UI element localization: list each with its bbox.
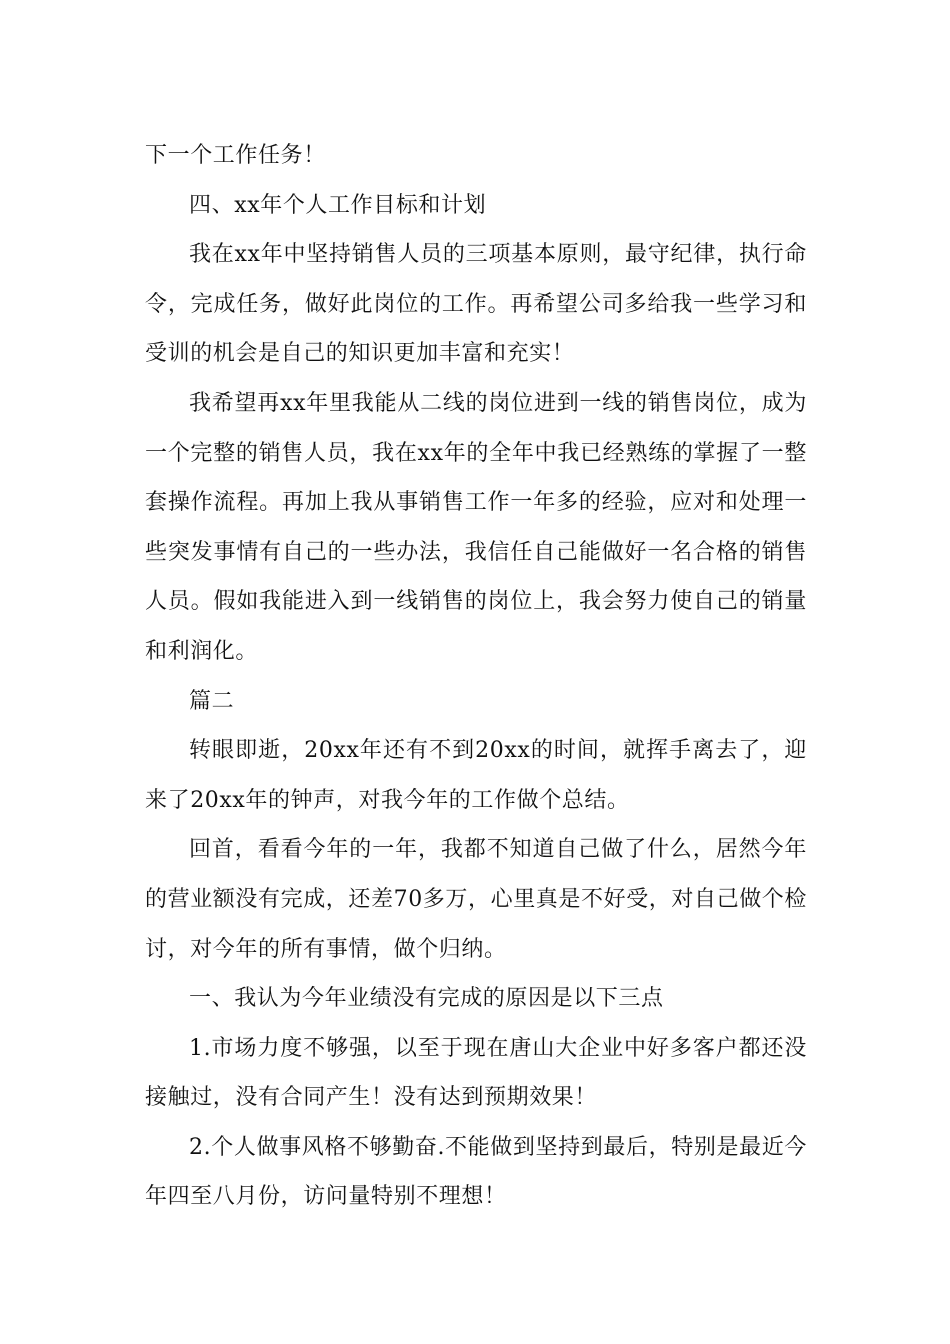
paragraph-hope: 我希望再xx年里我能从二线的岗位进到一线的销售岗位，成为一个完整的销售人员，我在xx年的全年中我已经熟练的掌握了一整套操作流程。再加上我从事销售工作一年多的经验，应对和处理一些突发事情有自己的一些办法，我信任自己能做好一名合格的销售人员。假如我能进入到一线销售的岗位上，我会努力使自己的销量和利润化。 (145, 390, 807, 664)
chapter-heading: 篇二 (189, 688, 235, 714)
list-item-2: 2.个人做事风格不够勤奋.不能做到坚持到最后，特别是最近今年四至八月份，访问量特别不理想！ (145, 1134, 807, 1210)
section-heading-reasons: 一、我认为今年业绩没有完成的原因是以下三点 (189, 986, 664, 1012)
paragraph-continuation: 下一个工作任务！ (145, 143, 326, 168)
paragraph-intro: 转眼即逝，20xx年还有不到20xx的时间，就挥手离去了，迎来了20xx年的钟声，对我今年的工作做个总结。 (145, 738, 807, 813)
section-heading-goals: 四、xx年个人工作目标和计划 (189, 192, 487, 218)
paragraph-principles: 我在xx年中坚持销售人员的三项基本原则，最守纪律，执行命令，完成任务，做好此岗位的工作。再希望公司多给我一些学习和受训的机会是自己的知识更加丰富和充实！ (145, 242, 807, 367)
document-body (145, 131, 807, 1222)
list-item-1: 1.市场力度不够强，以至于现在唐山大企业中好多客户都还没接触过，没有合同产生！没有达到预期效果！ (145, 1035, 807, 1111)
paragraph-review: 回首，看看今年的一年，我都不知道自己做了什么，居然今年的营业额没有完成，还差70多万，心里真是不好受，对自己做个检讨，对今年的所有事情，做个归纳。 (145, 837, 807, 962)
